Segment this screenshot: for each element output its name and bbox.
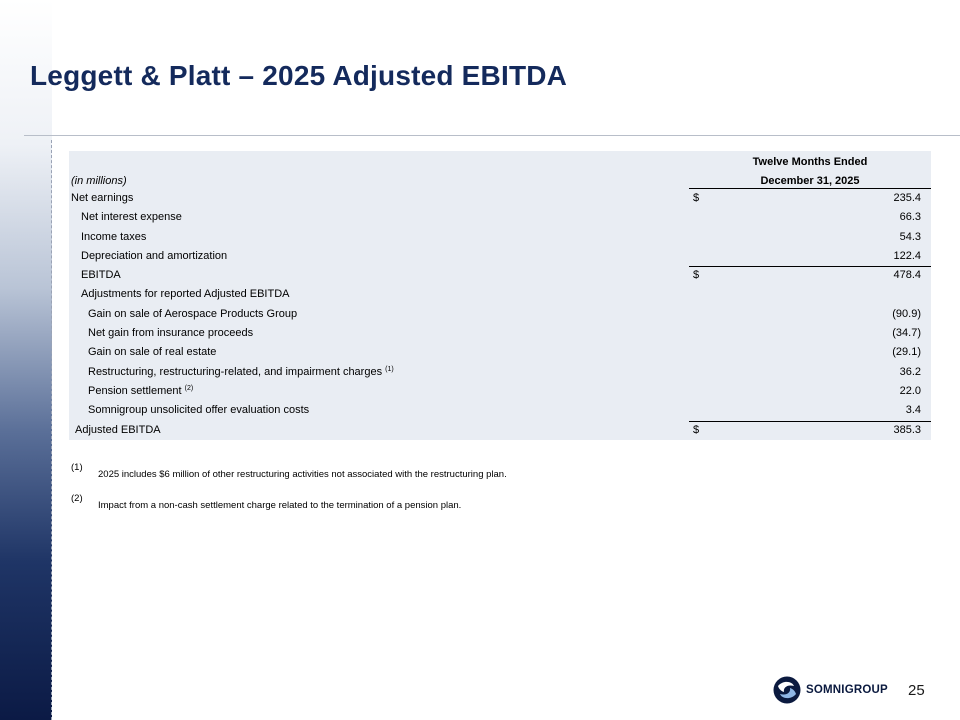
table-header xyxy=(69,151,931,189)
table-row-income-taxes xyxy=(69,228,931,247)
table-row-aerospace-gain xyxy=(69,305,931,324)
row-label: Net earnings xyxy=(71,192,134,204)
title-divider xyxy=(24,135,960,136)
table-row-restructuring xyxy=(69,363,931,382)
left-gradient-band xyxy=(0,0,52,720)
table-row-net-earnings xyxy=(69,189,931,208)
footnote-ref: (1) xyxy=(385,365,394,373)
row-value: 122.4 xyxy=(893,249,921,262)
table-row-adjustments-heading xyxy=(69,285,931,304)
row-label: Pension settlement xyxy=(88,384,182,397)
row-value: (34.7) xyxy=(892,327,921,340)
table-row-depreciation xyxy=(69,247,931,266)
row-label: EBITDA xyxy=(81,269,121,282)
table-row-pension xyxy=(69,382,931,401)
period-header-line1: Twelve Months Ended xyxy=(752,156,868,168)
row-label: Gain on sale of real estate xyxy=(88,346,217,359)
table-row-real-estate-gain xyxy=(69,343,931,362)
footnote-ref: (2) xyxy=(184,384,194,392)
row-value: 22.0 xyxy=(899,384,921,397)
row-label: Somnigroup unsolicited offer evaluation costs xyxy=(88,404,310,417)
footnote-mark: (1) xyxy=(71,462,83,473)
footnote-text: 2025 includes $6 million of other restructuring activities not associated with the restructuring plan. xyxy=(98,469,507,480)
row-label: Net interest expense xyxy=(81,211,182,224)
footnote-mark: (2) xyxy=(71,493,83,504)
row-label-wrap xyxy=(88,363,394,382)
row-label: Gain on sale of Aerospace Products Group xyxy=(88,307,298,320)
table-row-adjusted-ebitda xyxy=(69,421,931,440)
row-value: 66.3 xyxy=(899,211,921,224)
row-label: Adjusted EBITDA xyxy=(75,423,161,436)
somnigroup-logo xyxy=(772,675,892,707)
row-value: (90.9) xyxy=(892,307,921,320)
row-value: 54.3 xyxy=(899,230,921,243)
logo-wordmark: SOMNIGROUP xyxy=(806,684,888,696)
row-label: Depreciation and amortization xyxy=(81,249,228,262)
row-label: Income taxes xyxy=(81,230,147,243)
row-label: Restructuring, restructuring-related, and impairment charges xyxy=(88,365,383,378)
row-label: Adjustments for reported Adjusted EBITDA xyxy=(81,288,290,301)
table-row-somnigroup-costs xyxy=(69,401,931,420)
page-number: 25 xyxy=(908,682,925,699)
somnigroup-logo-icon xyxy=(772,675,802,705)
row-label-wrap xyxy=(88,382,193,401)
period-header-line2: December 31, 2025 xyxy=(760,175,860,187)
slide-title: Leggett & Platt – 2025 Adjusted EBITDA xyxy=(30,60,568,91)
row-label: Net gain from insurance proceeds xyxy=(88,327,254,340)
table-row-net-interest-expense xyxy=(69,208,931,227)
footnote-text: Impact from a non-cash settlement charge related to the termination of a pension plan. xyxy=(98,500,462,511)
table-row-ebitda xyxy=(69,266,931,285)
dollar-sign: $ xyxy=(693,423,700,436)
row-value: (29.1) xyxy=(892,346,921,359)
row-value: 235.4 xyxy=(893,192,921,204)
ebitda-table xyxy=(69,151,931,440)
row-value: 385.3 xyxy=(893,423,921,436)
left-dashed-divider xyxy=(51,140,52,720)
row-value: 3.4 xyxy=(905,404,921,417)
row-value: 478.4 xyxy=(893,269,921,282)
dollar-sign: $ xyxy=(693,192,700,204)
units-label: (in millions) xyxy=(71,175,127,187)
row-value: 36.2 xyxy=(899,365,921,378)
dollar-sign: $ xyxy=(693,269,700,282)
table-row-insurance-gain xyxy=(69,324,931,343)
